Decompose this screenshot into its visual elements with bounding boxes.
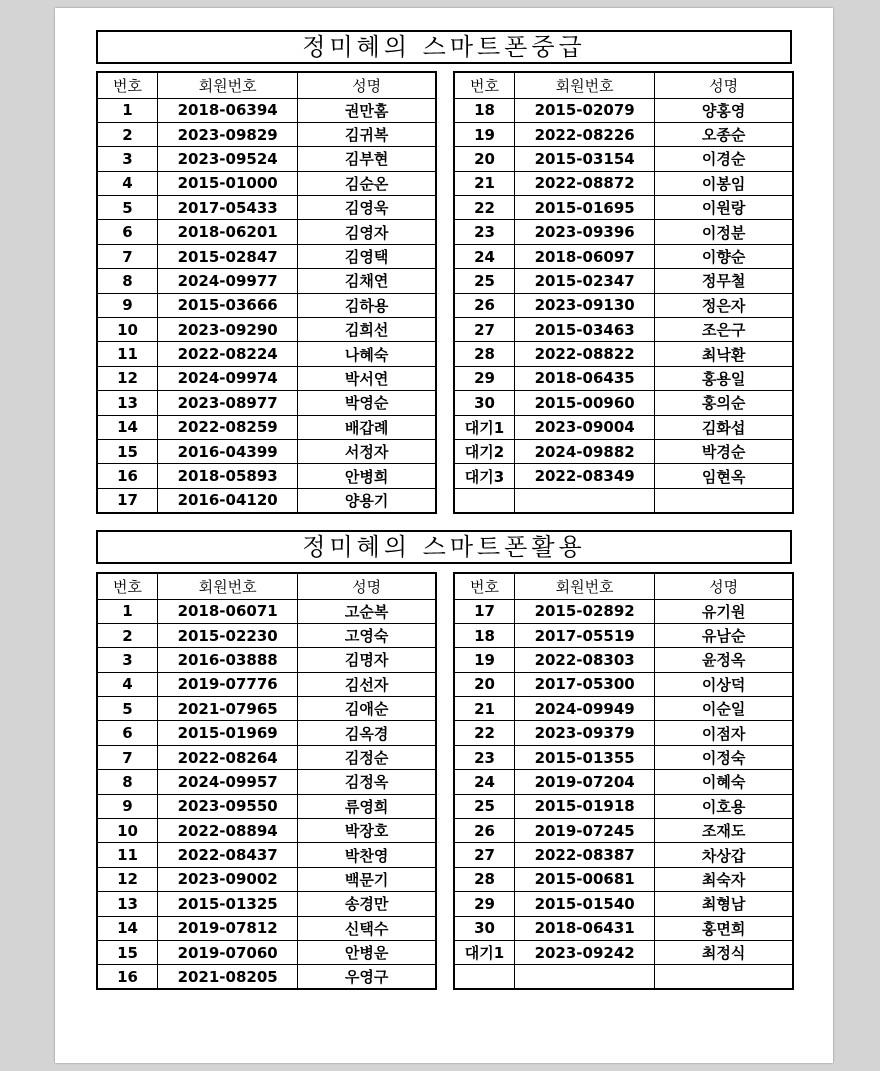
table-row: [454, 721, 793, 745]
member-id-cell: 2022-08437: [158, 843, 298, 867]
member-id-cell: 2022-08264: [158, 745, 298, 769]
row-number-cell: 30: [454, 391, 515, 415]
member-name-cell: 이호용: [655, 794, 793, 818]
table-row: [454, 464, 793, 488]
row-number-cell: 22: [454, 721, 515, 745]
member-name-cell: 임현옥: [655, 464, 793, 488]
table-row: [97, 819, 436, 843]
member-id-cell: 2018-06071: [158, 599, 298, 623]
table-row: [454, 391, 793, 415]
member-id-cell: 2022-08303: [515, 648, 655, 672]
member-name-cell: 김영자: [298, 220, 436, 244]
member-id-cell: 2015-01355: [515, 745, 655, 769]
member-id-cell: 2018-06431: [515, 916, 655, 940]
table-row: [454, 819, 793, 843]
row-number-cell: 4: [97, 672, 158, 696]
member-name-cell: 김선자: [298, 672, 436, 696]
row-number-cell: 대기3: [454, 464, 515, 488]
member-name-cell: 이순일: [655, 697, 793, 721]
row-number-cell: 대기2: [454, 439, 515, 463]
table-row: [97, 965, 436, 989]
member-name-cell: 우영구: [344, 968, 389, 987]
row-number-cell: 23: [454, 220, 515, 244]
roster-table-intermediate-right: [453, 71, 794, 514]
member-name-cell: 이봉임: [655, 171, 793, 195]
table-row: [454, 269, 793, 293]
member-id-cell: 2015-02847: [158, 244, 298, 268]
member-id-cell: 2015-01969: [158, 721, 298, 745]
row-number-cell: 25: [454, 794, 515, 818]
member-id-cell: 2016-03888: [158, 648, 298, 672]
member-name-cell: 김부현: [298, 147, 436, 171]
member-id-cell: 2024-09957: [158, 770, 298, 794]
table-row: [97, 940, 436, 964]
table-row: [454, 98, 793, 122]
member-id-cell: 2021-08205: [158, 965, 298, 989]
section-title-intermediate: 정미혜의 스마트폰중급: [96, 30, 792, 64]
member-id-cell: 2023-08977: [158, 391, 298, 415]
row-number-cell: 19: [454, 122, 515, 146]
row-number-cell: [454, 488, 515, 512]
table-row: [97, 244, 436, 268]
member-name-cell: 김명자: [298, 648, 436, 672]
row-number-cell: 21: [454, 697, 515, 721]
member-name-cell: 권만홈: [298, 98, 436, 122]
section-title-practical: 정미혜의 스마트폰활용: [96, 530, 792, 564]
member-name-cell: 홍용일: [655, 366, 793, 390]
row-number-cell: 26: [454, 293, 515, 317]
row-number-cell: 11: [97, 843, 158, 867]
member-id-cell: 2023-09130: [515, 293, 655, 317]
member-name-cell: 박찬영: [298, 843, 436, 867]
member-id-cell: 2018-06097: [515, 244, 655, 268]
table-row: [454, 916, 793, 940]
table-row: [97, 892, 436, 916]
member-id-cell: 2018-05893: [158, 464, 298, 488]
member-name-cell: 김순온: [298, 171, 436, 195]
row-number-cell: 5: [97, 196, 158, 220]
header-name: 성명: [298, 72, 436, 98]
member-name-cell: 김영욱: [298, 196, 436, 220]
table-header-row: [454, 573, 793, 599]
header-member-id: 회원번호: [158, 573, 298, 599]
member-name-cell: 신택수: [298, 916, 436, 940]
table-row: [454, 892, 793, 916]
table-row: [97, 318, 436, 342]
member-id-cell: 2015-01540: [515, 892, 655, 916]
member-name-cell: 이경순: [655, 147, 793, 171]
member-name-cell: 이상덕: [655, 672, 793, 696]
row-number-cell: 1: [97, 599, 158, 623]
table-row: [454, 623, 793, 647]
row-number-cell: 8: [97, 770, 158, 794]
member-id-cell: 2023-09290: [158, 318, 298, 342]
member-name-cell: 이정분: [655, 220, 793, 244]
member-id-cell: 2024-09977: [158, 269, 298, 293]
member-name-cell: 송경만: [298, 892, 436, 916]
row-number-cell: 10: [97, 819, 158, 843]
member-id-cell: 2022-08894: [158, 819, 298, 843]
member-name-cell: 차상갑: [655, 843, 793, 867]
table-row: [97, 648, 436, 672]
member-id-cell: 2024-09949: [515, 697, 655, 721]
member-name-cell: 정은자: [655, 293, 793, 317]
member-name-cell: 홍의순: [655, 391, 793, 415]
member-id-cell: 2023-09396: [515, 220, 655, 244]
member-id-cell: 2024-09974: [158, 366, 298, 390]
table-row: [97, 770, 436, 794]
member-name-cell: 나혜숙: [298, 342, 436, 366]
member-name-cell: 이정숙: [655, 745, 793, 769]
table-row: [454, 415, 793, 439]
member-id-cell: 2016-04120: [158, 488, 298, 512]
member-name-cell: 이향순: [655, 244, 793, 268]
row-number-cell: 4: [97, 171, 158, 195]
row-number-cell: 16: [97, 965, 158, 989]
member-name-cell: 김정순: [298, 745, 436, 769]
table-row: [97, 415, 436, 439]
row-number-cell: 13: [97, 892, 158, 916]
member-name-cell: 김옥경: [298, 721, 436, 745]
member-name-cell: 홍면희: [655, 916, 793, 940]
row-number-cell: 8: [97, 269, 158, 293]
row-number-cell: 28: [454, 867, 515, 891]
member-id-cell: 2023-09379: [515, 721, 655, 745]
member-id-cell: [515, 965, 655, 989]
row-number-cell: 3: [97, 147, 158, 171]
row-number-cell: 26: [454, 819, 515, 843]
member-id-cell: 2015-01000: [158, 171, 298, 195]
member-name-cell: 조은구: [655, 318, 793, 342]
member-name-cell: 오종순: [655, 122, 793, 146]
table-row: [97, 672, 436, 696]
row-number-cell: 15: [97, 940, 158, 964]
table-row: [454, 843, 793, 867]
member-id-cell: 2019-07812: [158, 916, 298, 940]
table-row: [97, 98, 436, 122]
table-header-row: [97, 72, 436, 98]
member-name-cell: 안병운: [298, 940, 436, 964]
table-row: [454, 293, 793, 317]
table-row: [97, 794, 436, 818]
member-name-cell: 양용기: [344, 491, 389, 510]
member-name-cell: 최숙자: [655, 867, 793, 891]
header-number: 번호: [454, 573, 515, 599]
table-row: [97, 623, 436, 647]
row-number-cell: 16: [97, 464, 158, 488]
table-row: [97, 269, 436, 293]
member-id-cell: 2019-07776: [158, 672, 298, 696]
member-id-cell: 2015-00681: [515, 867, 655, 891]
member-name-cell: 양홍영: [655, 98, 793, 122]
member-id-cell: 2023-09242: [515, 940, 655, 964]
row-number-cell: 7: [97, 745, 158, 769]
member-name-cell: 박영순: [298, 391, 436, 415]
row-number-cell: 18: [454, 98, 515, 122]
row-number-cell: 22: [454, 196, 515, 220]
row-number-cell: 6: [97, 721, 158, 745]
header-name: 성명: [655, 573, 793, 599]
row-number-cell: 9: [97, 293, 158, 317]
member-id-cell: 2015-03666: [158, 293, 298, 317]
roster-table-intermediate-left: [96, 71, 437, 514]
member-id-cell: 2022-08872: [515, 171, 655, 195]
member-name-cell: 김채연: [298, 269, 436, 293]
roster-table-practical-right: [453, 572, 794, 990]
row-number-cell: 11: [97, 342, 158, 366]
member-name-cell: 이원랑: [655, 196, 793, 220]
header-number: 번호: [97, 573, 158, 599]
row-number-cell: 27: [454, 843, 515, 867]
table-row: [97, 196, 436, 220]
row-number-cell: 15: [97, 439, 158, 463]
member-name-cell: 서정자: [298, 439, 436, 463]
member-id-cell: 2015-02347: [515, 269, 655, 293]
member-id-cell: 2022-08259: [158, 415, 298, 439]
member-id-cell: 2023-09002: [158, 867, 298, 891]
member-name-cell: 고영숙: [298, 623, 436, 647]
row-number-cell: 21: [454, 171, 515, 195]
row-number-cell: 10: [97, 318, 158, 342]
row-number-cell: 25: [454, 269, 515, 293]
member-id-cell: 2024-09882: [515, 439, 655, 463]
row-number-cell: 17: [97, 488, 158, 512]
member-id-cell: 2022-08822: [515, 342, 655, 366]
row-number-cell: 대기1: [454, 940, 515, 964]
row-number-cell: 14: [97, 916, 158, 940]
member-name-cell: 김하용: [298, 293, 436, 317]
table-row: [454, 965, 793, 989]
member-name-cell: 유기원: [655, 599, 793, 623]
member-name-cell: 김정옥: [298, 770, 436, 794]
row-number-cell: 1: [97, 98, 158, 122]
table-row: [97, 488, 436, 512]
row-number-cell: 17: [454, 599, 515, 623]
table-row: [97, 171, 436, 195]
member-name-cell: 배갑례: [298, 415, 436, 439]
member-name-cell: 이혜숙: [655, 770, 793, 794]
header-number: 번호: [97, 72, 158, 98]
member-id-cell: 2018-06435: [515, 366, 655, 390]
member-id-cell: 2021-07965: [158, 697, 298, 721]
table-row: [97, 147, 436, 171]
member-name-cell: 최형남: [655, 892, 793, 916]
row-number-cell: 20: [454, 672, 515, 696]
row-number-cell: 13: [97, 391, 158, 415]
table-row: [97, 867, 436, 891]
row-number-cell: 30: [454, 916, 515, 940]
table-row: [454, 488, 793, 512]
member-name-cell: 김애순: [298, 697, 436, 721]
member-id-cell: 2015-00960: [515, 391, 655, 415]
row-number-cell: 6: [97, 220, 158, 244]
member-name-cell: 정무철: [655, 269, 793, 293]
table-row: [454, 342, 793, 366]
member-id-cell: 2017-05519: [515, 623, 655, 647]
table-row: [454, 745, 793, 769]
row-number-cell: 19: [454, 648, 515, 672]
table-row: [454, 147, 793, 171]
header-name: 성명: [298, 573, 436, 599]
member-id-cell: 2023-09550: [158, 794, 298, 818]
row-number-cell: 9: [97, 794, 158, 818]
table-row: [454, 599, 793, 623]
header-member-id: 회원번호: [515, 72, 655, 98]
row-number-cell: 23: [454, 745, 515, 769]
member-id-cell: 2016-04399: [158, 439, 298, 463]
row-number-cell: 2: [97, 122, 158, 146]
member-id-cell: 2018-06201: [158, 220, 298, 244]
table-row: [454, 940, 793, 964]
row-number-cell: 대기1: [454, 415, 515, 439]
member-id-cell: 2015-02079: [515, 98, 655, 122]
header-name: 성명: [655, 72, 793, 98]
member-name-cell: 박장호: [298, 819, 436, 843]
member-id-cell: 2018-06394: [158, 98, 298, 122]
member-name-cell: 김영택: [298, 244, 436, 268]
roster-table-practical-left: [96, 572, 437, 990]
row-number-cell: 28: [454, 342, 515, 366]
table-row: [454, 318, 793, 342]
table-row: [454, 220, 793, 244]
member-name-cell: 김희선: [298, 318, 436, 342]
member-name-cell: 백문기: [298, 867, 436, 891]
member-id-cell: 2015-02892: [515, 599, 655, 623]
row-number-cell: [454, 965, 515, 989]
member-id-cell: 2022-08226: [515, 122, 655, 146]
table-row: [454, 697, 793, 721]
member-name-cell: 김귀복: [298, 122, 436, 146]
member-name-cell: 최정식: [655, 940, 793, 964]
row-number-cell: 20: [454, 147, 515, 171]
member-id-cell: 2023-09524: [158, 147, 298, 171]
table-row: [454, 171, 793, 195]
member-name-cell: 박경순: [655, 439, 793, 463]
table-row: [97, 122, 436, 146]
member-name-cell: 조재도: [655, 819, 793, 843]
table-row: [454, 648, 793, 672]
table-row: [97, 342, 436, 366]
table-row: [97, 843, 436, 867]
member-name-cell: [655, 965, 793, 989]
member-name-cell: 최낙환: [655, 342, 793, 366]
member-id-cell: [515, 488, 655, 512]
table-row: [97, 599, 436, 623]
member-id-cell: 2023-09004: [515, 415, 655, 439]
table-row: [97, 366, 436, 390]
member-name-cell: 김화섭: [655, 415, 793, 439]
table-row: [97, 293, 436, 317]
table-row: [97, 391, 436, 415]
table-header-row: [97, 573, 436, 599]
member-name-cell: 이점자: [655, 721, 793, 745]
table-row: [454, 366, 793, 390]
row-number-cell: 29: [454, 892, 515, 916]
table-row: [454, 867, 793, 891]
row-number-cell: 18: [454, 623, 515, 647]
row-number-cell: 2: [97, 623, 158, 647]
member-id-cell: 2023-09829: [158, 122, 298, 146]
member-id-cell: 2015-03463: [515, 318, 655, 342]
row-number-cell: 29: [454, 366, 515, 390]
table-row: [454, 439, 793, 463]
member-id-cell: 2019-07245: [515, 819, 655, 843]
table-row: [97, 745, 436, 769]
member-id-cell: 2015-01695: [515, 196, 655, 220]
table-row: [454, 196, 793, 220]
member-name-cell: 박서연: [298, 366, 436, 390]
member-id-cell: 2015-02230: [158, 623, 298, 647]
table-row: [454, 244, 793, 268]
member-name-cell: 윤정옥: [655, 648, 793, 672]
member-name-cell: 유남순: [655, 623, 793, 647]
table-row: [454, 794, 793, 818]
table-row: [97, 220, 436, 244]
table-row: [454, 770, 793, 794]
row-number-cell: 12: [97, 366, 158, 390]
row-number-cell: 24: [454, 770, 515, 794]
header-member-id: 회원번호: [515, 573, 655, 599]
member-id-cell: 2015-03154: [515, 147, 655, 171]
member-name-cell: 안병희: [298, 464, 436, 488]
member-id-cell: 2022-08224: [158, 342, 298, 366]
table-row: [97, 721, 436, 745]
table-row: [97, 439, 436, 463]
member-id-cell: 2017-05433: [158, 196, 298, 220]
table-row: [454, 672, 793, 696]
row-number-cell: 24: [454, 244, 515, 268]
member-name-cell: [655, 488, 793, 512]
header-number: 번호: [454, 72, 515, 98]
member-id-cell: 2019-07204: [515, 770, 655, 794]
member-id-cell: 2015-01325: [158, 892, 298, 916]
table-row: [97, 916, 436, 940]
table-row: [97, 697, 436, 721]
row-number-cell: 7: [97, 244, 158, 268]
row-number-cell: 12: [97, 867, 158, 891]
row-number-cell: 14: [97, 415, 158, 439]
table-row: [97, 464, 436, 488]
member-id-cell: 2022-08349: [515, 464, 655, 488]
row-number-cell: 3: [97, 648, 158, 672]
table-row: [454, 122, 793, 146]
member-id-cell: 2022-08387: [515, 843, 655, 867]
member-id-cell: 2019-07060: [158, 940, 298, 964]
member-name-cell: 고순복: [298, 599, 436, 623]
header-member-id: 회원번호: [158, 72, 298, 98]
member-id-cell: 2015-01918: [515, 794, 655, 818]
table-header-row: [454, 72, 793, 98]
row-number-cell: 27: [454, 318, 515, 342]
member-name-cell: 류영희: [298, 794, 436, 818]
member-id-cell: 2017-05300: [515, 672, 655, 696]
row-number-cell: 5: [97, 697, 158, 721]
